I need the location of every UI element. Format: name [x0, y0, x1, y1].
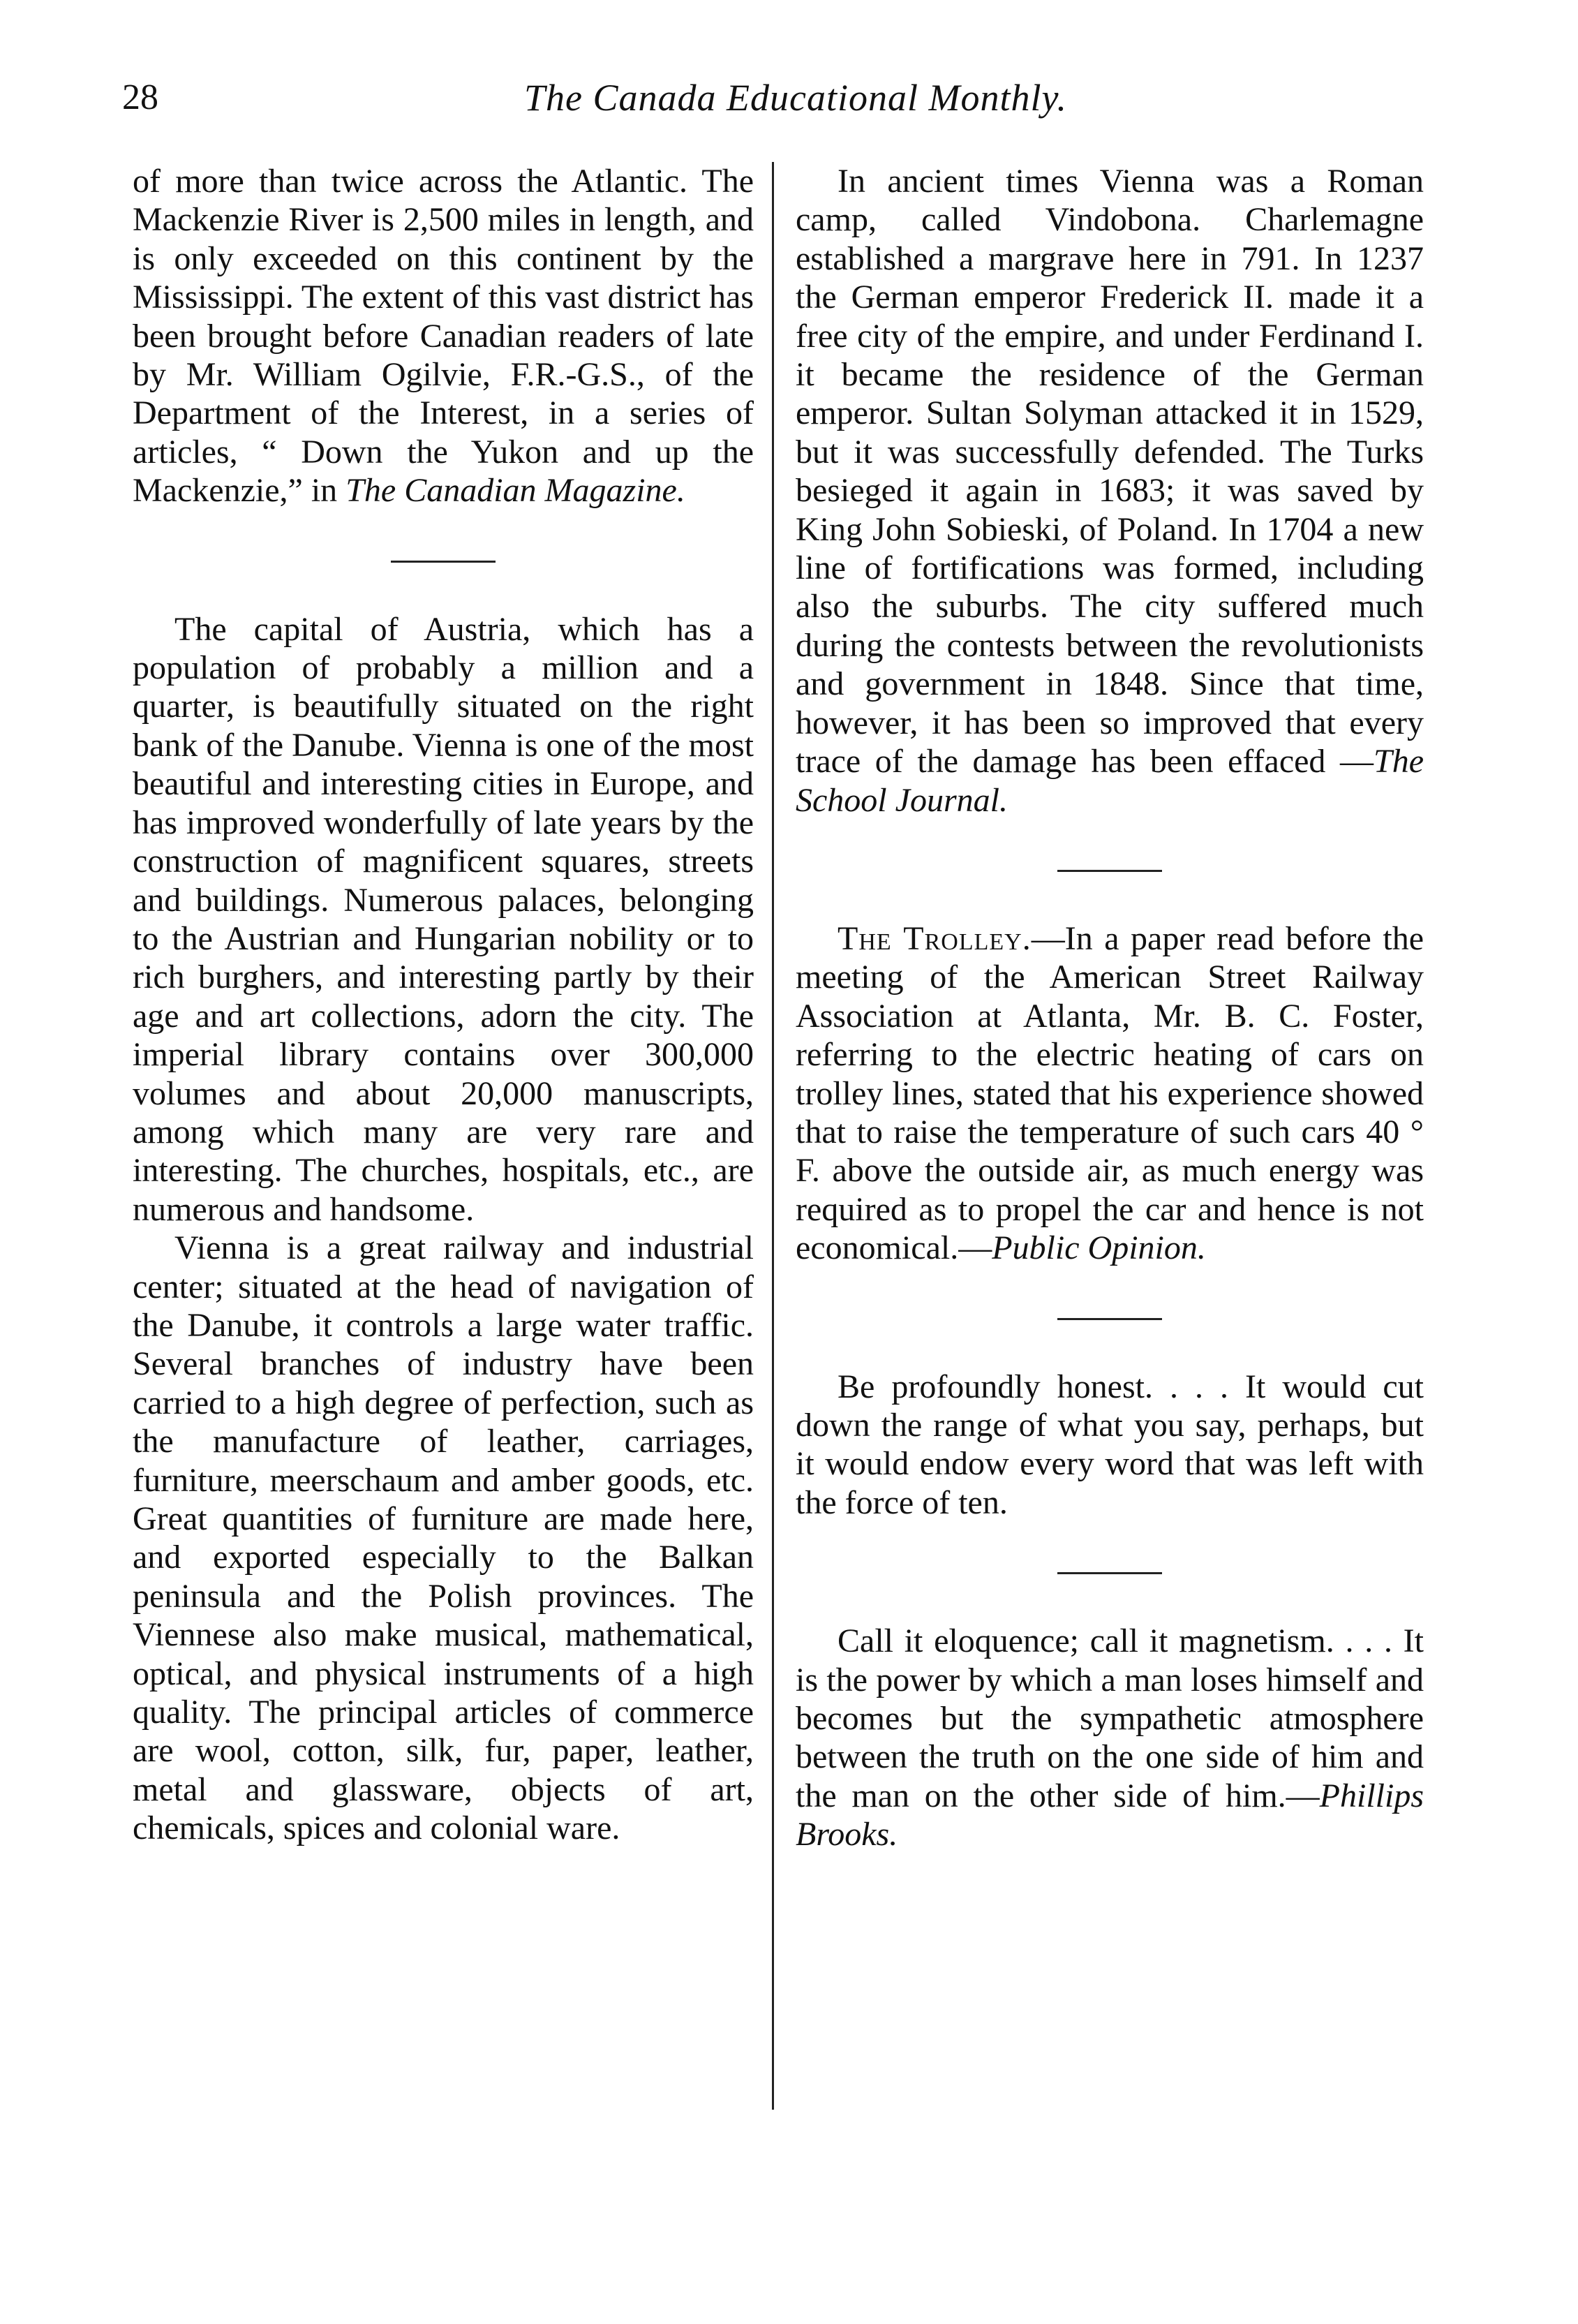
paragraph-vienna-capital: The capital of Austria, which has a population of probably a million and a quarter, is beautifully situated on the right bank of the Danube. Vienna is one of the most beautiful and interesting cities in Europe, and has improved wonderfully of late years by the construction of magnificent squares, streets and buildings. Numerous palaces, belonging to the Austrian and Hungarian nobility or to rich burghers, and interesting partly by their age and art collections, adorn the city. The imperial library contains over 300,000 volumes and about 20,000 manuscripts, among which many are very rare and interesting. The churches, hospitals, etc., are numerous and handsome. [133, 610, 754, 1228]
paragraph-lead: The Trolley. [838, 919, 1032, 957]
page-number: 28 [122, 77, 158, 117]
paragraph-mackenzie [133, 162, 754, 510]
section-divider [1057, 1318, 1162, 1320]
paragraph-text: Call it eloquence; call it magnetism. . . . It is the power by which a man loses himself and becomes but the sympathetic atmosphere between the truth on the one side of him and the man on the other side of him.— [796, 1622, 1424, 1814]
paragraph-eloquence [796, 1622, 1424, 1853]
source-citation: Public Opinion. [992, 1229, 1206, 1267]
right-column [796, 162, 1424, 1854]
source-citation: Phillips Brooks. [796, 1777, 1424, 1853]
section-divider [391, 561, 496, 563]
paragraph-text: In ancient times Vienna was a Roman camp, called Vindobona. Charlemagne established a margrave here in 791. In 1237 the German emperor Frederick II. made it a free city of the empire, and under Ferdinand I. it became the residence of the German emperor. Sultan Solyman attacked it in 1529, but it was successfully defended. The Turks besieged it again in 1683; it was saved by King John Sobieski, of Poland. In 1704 a new line of fortifications was formed, including also the suburbs. The city suffered much during the contests between the revolutionists and government in 1848. Since that time, however, it has been so improved that every trace of the damage has been effaced — [796, 163, 1424, 780]
section-divider [1057, 1572, 1162, 1574]
paragraph-text: —In a paper read before the meeting of the American Street Railway Association at Atlanta, Mr. B. C. Foster, referring to the electric heating of cars on trolley lines, stated that his experience showed that to raise the temperature of such cars 40 ° F. above the outside air, as much energy was required as to propel the car and hence is not economical.— [796, 919, 1424, 1267]
source-citation: The School Journal. [796, 743, 1424, 819]
paragraph-text: of more than twice across the Atlantic. The Mackenzie River is 2,500 miles in length, and is only exceeded on this continent by the Mississippi. The extent of this vast district has been brought before Canadian readers of late by Mr. William Ogilvie, F.R.-G.S., of the Department of the Interest, in a series of articles, “ Down the Yukon and up the Mackenzie,” in [133, 163, 754, 510]
source-citation: The Canadian Magazine. [345, 472, 685, 510]
left-column [133, 162, 754, 1848]
paragraph-vienna-history [796, 162, 1424, 820]
page-header [122, 75, 1469, 131]
section-divider [1057, 870, 1162, 872]
paragraph-honesty: Be profoundly honest. . . . It would cut down the range of what you say, perhaps, but it would endow every word that was left with the force of ten. [796, 1368, 1424, 1521]
column-rule [772, 162, 774, 2110]
running-title: The Canada Educational Monthly. [524, 77, 1067, 119]
paragraph-trolley [796, 919, 1424, 1268]
paragraph-vienna-industry: Vienna is a great railway and industrial center; situated at the head of navigation of the Danube, it controls a large water traffic. Several branches of industry have been carried to a high degree of perfection, such as the manufacture of leather, carriages, furniture, meerschaum and amber goods, etc. Great quantities of furniture are made here, and exported especially to the Balkan peninsula and the Polish provinces. The Viennese also make musical, mathematical, optical, and physical instruments of a high quality. The principal articles of commerce are wool, cotton, silk, fur, paper, leather, metal and glassware, objects of art, chemicals, spices and colonial ware. [133, 1229, 754, 1847]
